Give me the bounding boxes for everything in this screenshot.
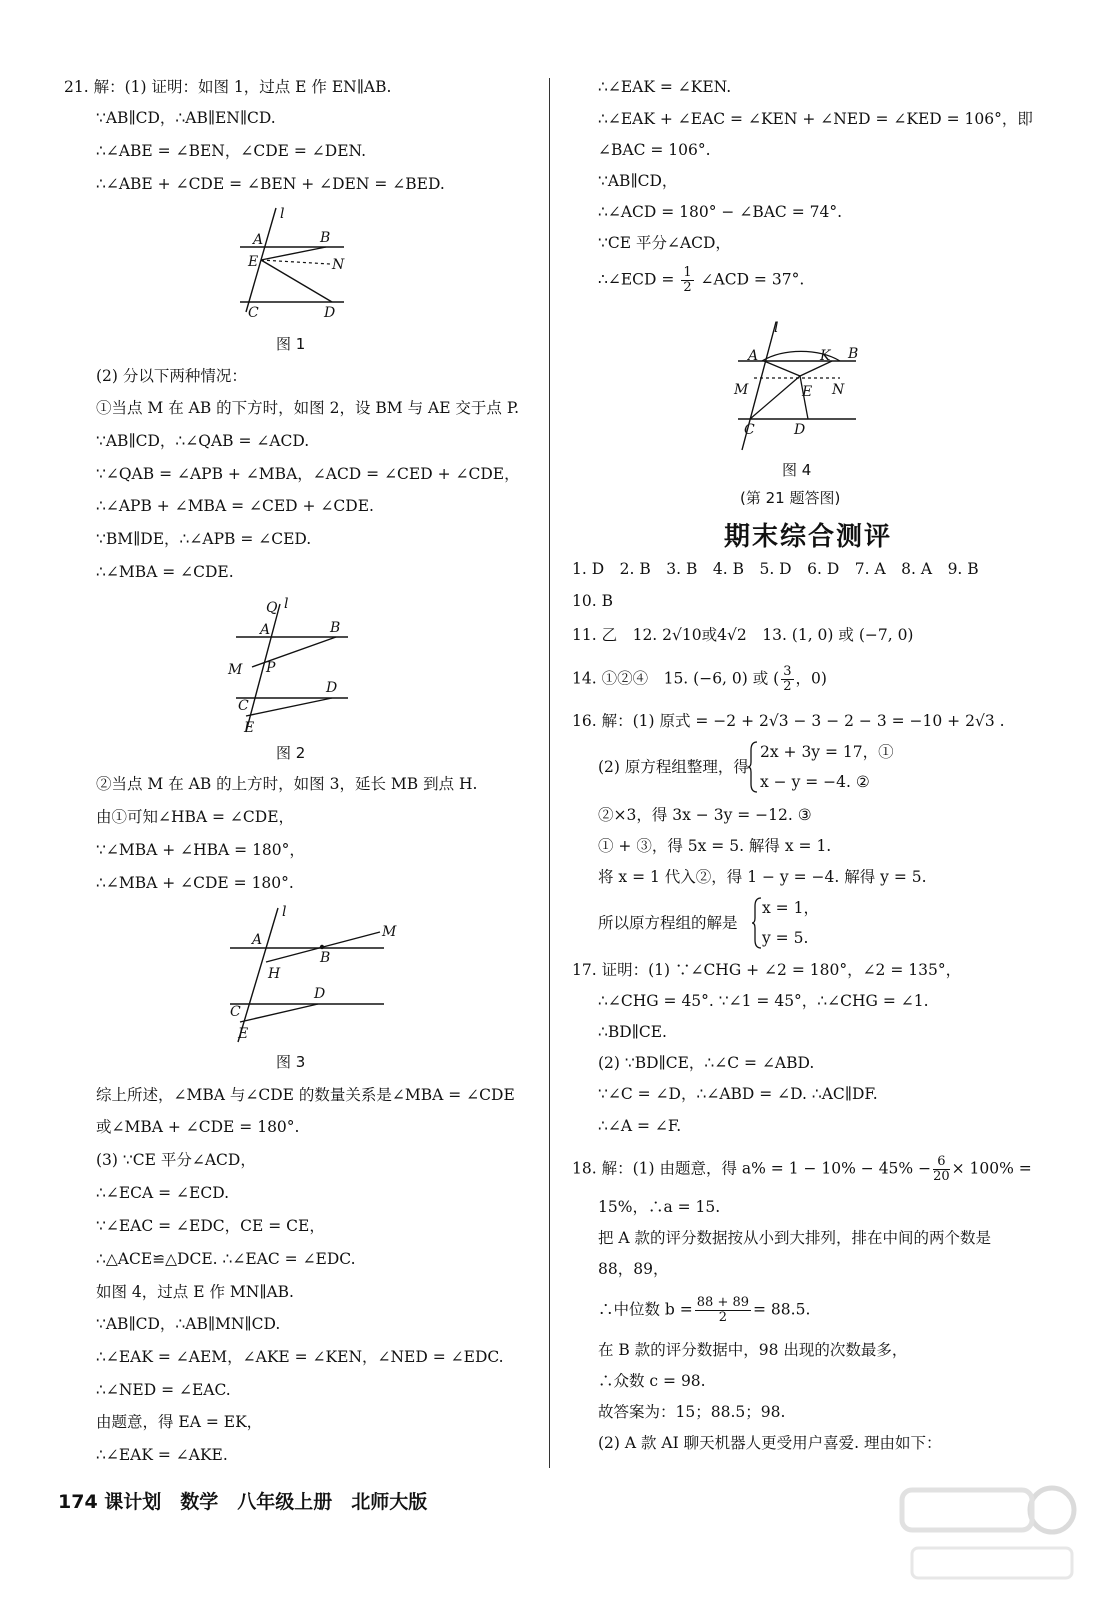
fig3-label-h: H [268,966,281,982]
fig3-label-d: D [314,986,326,1002]
q21-line-2: ∵AB∥CD，∴AB∥EN∥CD. [96,109,276,127]
ecd-fraction: $\frac{1}{2}$ [683,265,692,295]
part2-line-6: ∵BM∥DE，∴∠APB = ∠CED. [96,530,312,548]
part2b-line-2: 由①可知∠HBA = ∠CDE， [96,808,295,826]
watermark-logo-icon [892,1470,1082,1590]
q18-line-5: 在 B 款的评分数据中，98 出现的次数最多， [598,1341,908,1359]
q17-line-2: ∴∠CHG = 45°. ∵∠1 = 45°，∴∠CHG = ∠1. [598,992,929,1010]
part2-line-3: ∵AB∥CD，∴∠QAB = ∠ACD. [96,432,310,450]
mc-answers-2: 10. B [572,592,613,610]
r-line-6: ∵CE 平分∠ACD， [598,234,731,252]
q18-line-3: 把 A 款的评分数据按从小到大排列，排在中间的两个数是 [598,1229,992,1247]
q14-15: 14. ①②④ 15. (−6, 0) 或 ( $\frac{3}{2}$ ，0) [572,664,827,694]
part3-line-3: (3) ∵CE 平分∠ACD， [96,1151,256,1169]
part3-line-9: ∴∠EAK = ∠AEM，∠AKE = ∠KEN，∠NED = ∠EDC. [96,1348,504,1366]
fig2-label-m: M [228,662,243,678]
fig2-label-e: E [244,720,255,736]
fig4-label-b: B [848,346,859,362]
r-line-5: ∴∠ACD = 180° − ∠BAC = 74°. [598,203,843,221]
q21-line-4: ∴∠ABE + ∠CDE = ∠BEN + ∠DEN = ∠BED. [96,175,445,193]
q16-eq1: 2x + 3y = 17，① [760,743,894,761]
q11-13: 11. 乙 12. 2√10或4√2 13. (1, 0) 或 (−7, 0) [572,626,914,644]
fig1-label-b: B [320,230,331,246]
fig4-label-e: E [802,384,813,400]
brace-icon [752,896,762,950]
ecd-suffix: ∠ACD = 37°. [700,270,805,289]
q16-solution-prefix: 所以原方程组的解是 [598,914,738,932]
fig1-caption: 图 1 [276,335,306,353]
fig2-label-b: B [330,620,341,636]
fig4-label-n: N [832,382,845,398]
part2b-line-3: ∵∠MBA + ∠HBA = 180°， [96,841,305,859]
part2-line-4: ∵∠QAB = ∠APB + ∠MBA，∠ACD = ∠CED + ∠CDE， [96,465,520,483]
part3-line-10: ∴∠NED = ∠EAC. [96,1381,231,1399]
fig4-label-a: A [748,348,759,364]
part3-line-5: ∵∠EAC = ∠EDC，CE = CE， [96,1217,325,1235]
q17-line-3: ∴BD∥CE. [598,1023,667,1041]
r-line-4: ∵AB∥CD， [598,172,678,190]
fig2-label-c: C [238,698,249,714]
part2-line-7: ∴∠MBA = ∠CDE. [96,563,234,581]
q18-line-2: 15%，∴a = 15. [598,1198,721,1216]
fig1-label-n: N [332,257,345,273]
section-title: 期末综合测评 [724,522,893,552]
fig2-label-q: Q [266,600,278,616]
part3-line-6: ∴△ACE≌△DCE. ∴∠EAC = ∠EDC. [96,1250,356,1268]
fig4-label-l: l [774,320,779,336]
fig3-label-m: M [382,924,397,940]
part2-line-5: ∴∠APB + ∠MBA = ∠CED + ∠CDE. [96,497,374,515]
figure-4 [728,316,868,456]
part2-line-2: ①当点 M 在 AB 的下方时，如图 2，设 BM 与 AE 交于点 P. [96,399,520,417]
part3-line-1: 综上所述，∠MBA 与∠CDE 的数量关系是∠MBA = ∠CDE [96,1086,515,1104]
q16-eq2: x − y = −4. ② [760,773,870,791]
brace-icon [748,740,758,794]
page-footer: 174 课计划 数学 八年级上册 北师大版 [58,1491,428,1513]
r-line-1: ∴∠EAK = ∠KEN. [598,78,732,96]
fig4-label-m: M [734,382,749,398]
median-fraction: $\frac{88 + 89}{2}$ [696,1295,750,1325]
fig1-label-a: A [253,232,264,248]
q21-line-3: ∴∠ABE = ∠BEN，∠CDE = ∠DEN. [96,142,367,160]
q16-sol-y: y = 5. [762,929,809,947]
q16-sol-x: x = 1， [762,899,819,917]
figure-3 [222,900,402,1046]
q16-line-1: ②×3，得 3x − 3y = −12. ③ [598,806,812,824]
column-divider [549,78,550,1468]
q15-fraction: $\frac{3}{2}$ [783,664,792,694]
answer-figure-caption: (第 21 题答图) [740,489,841,507]
fig3-label-e: E [238,1026,249,1042]
fig3-label-b: B [320,950,331,966]
q16-system-prefix: (2) 原方程组整理，得 [598,758,749,776]
r-line-3: ∠BAC = 106°. [598,141,711,159]
q17-line-4: (2) ∵BD∥CE，∴∠C = ∠ABD. [598,1054,815,1072]
q18-line-6: ∴众数 c = 98. [598,1372,706,1390]
fig3-label-a: A [252,932,263,948]
q21-line-1: 21. 解：(1) 证明：如图 1，过点 E 作 EN∥AB. [64,78,392,96]
q16-line-3: 将 x = 1 代入②，得 1 − y = −4. 解得 y = 5. [598,868,927,886]
q18-line-4: 88，89， [598,1260,669,1278]
fig3-label-c: C [230,1004,241,1020]
fig3-caption: 图 3 [276,1053,306,1071]
fig2-label-d: D [326,680,338,696]
fig2-label-l: l [284,596,289,612]
part2b-line-1: ②当点 M 在 AB 的上方时，如图 3，延长 MB 到点 H. [96,775,478,793]
mc-answers-1: 1. D 2. B 3. B 4. B 5. D 6. D 7. A 8. A 9. B [572,560,979,578]
fig1-label-d: D [324,305,336,321]
part3-line-11: 由题意，得 EA = EK， [96,1413,263,1431]
fig1-label-e: E [248,254,259,270]
part3-line-12: ∴∠EAK = ∠AKE. [96,1446,228,1464]
fig2-caption: 图 2 [276,744,306,762]
fig2-label-a: A [260,622,271,638]
q17-line-5: ∵∠C = ∠D，∴∠ABD = ∠D. ∴AC∥DF. [598,1085,878,1103]
r-line-ecd [598,266,804,295]
part3-line-8: ∵AB∥CD，∴AB∥MN∥CD. [96,1315,281,1333]
fig4-caption: 图 4 [782,461,812,479]
fig4-label-k: K [820,348,831,364]
fig2-label-p: P [266,660,276,676]
r-line-2: ∴∠EAK + ∠EAC = ∠KEN + ∠NED = ∠KED = 106°，即 [598,110,1033,128]
q18-line-7: 故答案为：15；88.5；98. [598,1403,786,1421]
fig4-label-c: C [744,422,755,438]
q18-median: ∴中位数 b = $\frac{88 + 89}{2}$ = 88.5. [598,1295,811,1325]
part2b-line-4: ∴∠MBA + ∠CDE = 180°. [96,874,294,892]
fig4-label-d: D [794,422,806,438]
ecd-prefix: ∴∠ECD = [598,270,675,289]
figure-2 [224,592,360,738]
q16-part1: 16. 解：(1) 原式 = −2 + 2√3 − 3 − 2 − 3 = −10 + 2√3 . [572,712,1005,730]
figure-1 [228,200,358,325]
q18-fraction: $\frac{6}{20}$ [933,1154,950,1184]
q16-line-2: ① + ③，得 5x = 5. 解得 x = 1. [598,837,832,855]
q17-line-6: ∴∠A = ∠F. [598,1117,682,1135]
q18-line-8: (2) A 款 AI 聊天机器人更受用户喜爱. 理由如下： [598,1434,942,1452]
part3-line-4: ∴∠ECA = ∠ECD. [96,1184,230,1202]
fig3-label-l: l [282,904,287,920]
part3-line-7: 如图 4，过点 E 作 MN∥AB. [96,1283,294,1301]
fig1-label-l: l [280,206,285,222]
part2-line-1: (2) 分以下两种情况： [96,367,247,385]
q17-line-1: 17. 证明：(1) ∵∠CHG + ∠2 = 180°，∠2 = 135°， [572,961,962,979]
q18-line-1: 18. 解：(1) 由题意，得 a% = 1 − 10% − 45% − $\frac{6}{20}$ × 100% = [572,1154,1032,1184]
fig1-label-c: C [248,305,259,321]
part3-line-2: 或∠MBA + ∠CDE = 180°. [96,1118,300,1136]
